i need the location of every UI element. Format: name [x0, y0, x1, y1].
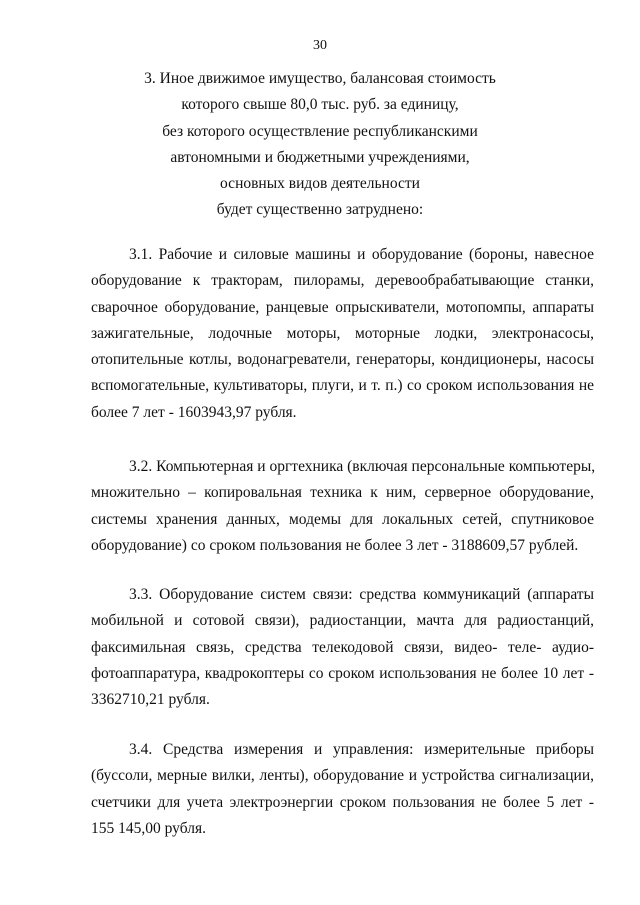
paragraph-line: 3.1. Рабочие и силовые машины и оборудование (бороны, навесное — [129, 246, 594, 263]
paragraph-line: факсимильная связь, средства телекодовой связи, видео- теле- аудио- — [91, 638, 594, 656]
paragraph-line: сварочное оборудование, ранцевые опрыскиватели, мотопомпы, аппараты — [91, 298, 594, 316]
paragraph-3-3 — [91, 582, 594, 713]
paragraph-line: оборудование к тракторам, пилорамы, деревообрабатывающие станки, — [91, 272, 594, 290]
section-heading — [60, 66, 580, 224]
page-number: 30 — [313, 38, 327, 53]
paragraph-line: 3.3. Оборудование систем связи: средства коммуникаций (аппараты — [129, 586, 594, 603]
paragraph-3-2 — [91, 454, 594, 559]
heading-line: основных видов деятельности — [220, 175, 420, 193]
paragraph-3-1 — [91, 242, 594, 426]
paragraph-line: отопительные котлы, водонагреватели, генераторы, кондиционеры, насосы — [91, 351, 594, 369]
paragraph-line: 155 145,00 рубля. — [91, 819, 206, 837]
paragraph-line: оборудование) со сроком пользования не более 3 лет - 3188609,57 рублей. — [91, 536, 579, 554]
heading-line: будет существенно затруднено: — [216, 201, 424, 219]
paragraph-line: вспомогательные, культиваторы, плуги, и т. п.) со сроком использования не — [91, 377, 594, 395]
paragraph-line: 3362710,21 рубля. — [91, 691, 210, 709]
paragraph-line: (буссоли, мерные вилки, ленты), оборудование и устройства сигнализации, — [91, 767, 594, 785]
paragraph-line: мобильной и сотовой связи), радиостанции, мачта для радиостанций, — [91, 612, 594, 630]
paragraph-line: зажигательные, лодочные моторы, моторные лодки, электронасосы, — [91, 324, 594, 342]
paragraph-line: 3.2. Компьютерная и оргтехника (включая персональные компьютеры, — [129, 458, 596, 475]
heading-line: 3. Иное движимое имущество, балансовая стоимость — [144, 70, 496, 87]
heading-line: которого свыше 80,0 тыс. руб. за единицу, — [181, 96, 459, 114]
heading-line: без которого осуществление республиканскими — [162, 122, 478, 140]
paragraph-line: системы хранения данных, модемы для локальных сетей, спутниковое — [91, 510, 594, 528]
paragraph-line: фотоаппаратура, квадрокоптеры со сроком использования не более 10 лет - — [91, 664, 594, 682]
paragraph-line: 3.4. Средства измерения и управления: измерительные приборы — [129, 741, 594, 758]
paragraph-line: счетчики для учета электроэнергии сроком пользования не более 5 лет - — [91, 793, 594, 811]
paragraph-line: множительно – копировальная техника к ним, серверное оборудование, — [91, 484, 594, 502]
paragraph-3-4 — [91, 737, 594, 842]
heading-line: автономными и бюджетными учреждениями, — [170, 148, 470, 166]
paragraph-line: более 7 лет - 1603943,97 рубля. — [91, 403, 297, 421]
